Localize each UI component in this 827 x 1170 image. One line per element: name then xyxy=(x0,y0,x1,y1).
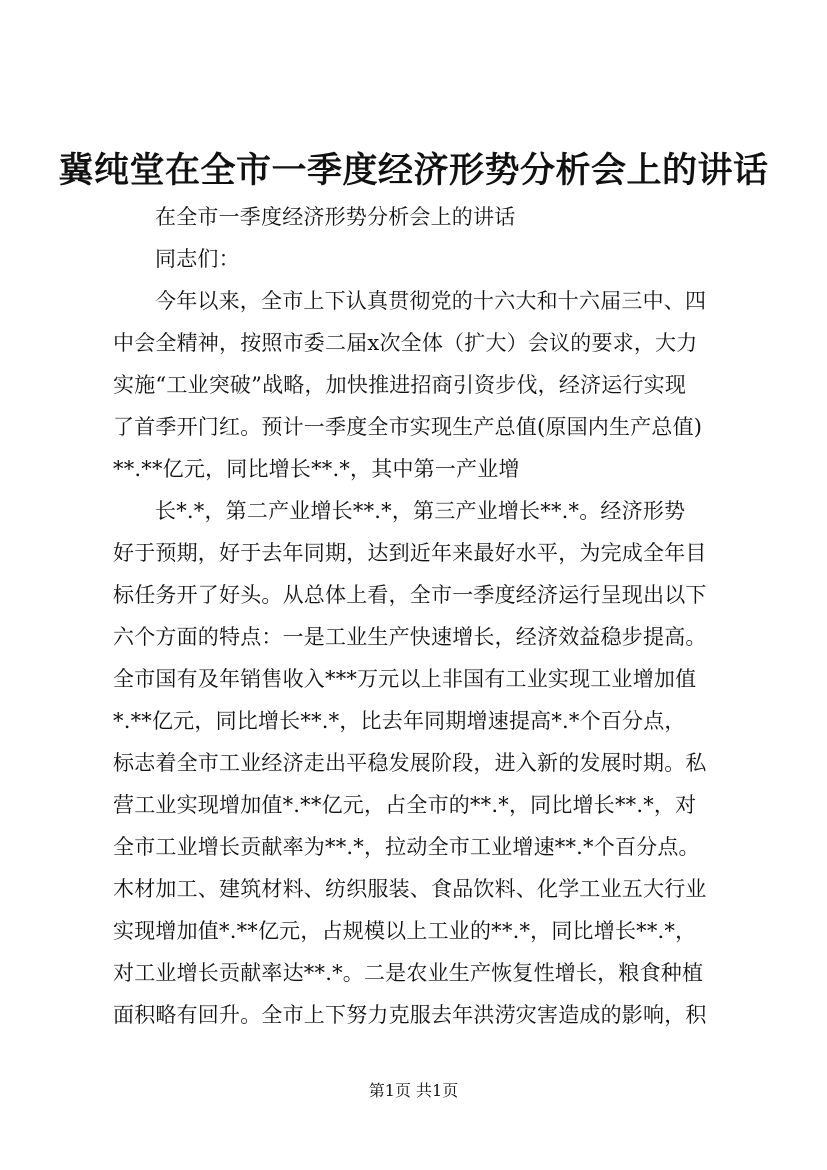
body-line: 好于预期，好于去年同期，达到近年来最好水平，为完成全年目 xyxy=(113,541,707,565)
body-line: 营工业实现增加值*.**亿元，占全市的**.*，同比增长**.*，对 xyxy=(113,793,697,817)
body-line: 面积略有回升。全市上下努力克服去年洪涝灾害造成的影响，积 xyxy=(113,1003,707,1027)
salutation: 同志们： xyxy=(155,247,240,271)
body-line: 对工业增长贡献率达**.*。二是农业生产恢复性增长，粮食种植 xyxy=(113,961,704,985)
document-subtitle: 在全市一季度经济形势分析会上的讲话 xyxy=(155,205,516,229)
body-line: 实现增加值*.**亿元，占规模以上工业的**.*，同比增长**.*， xyxy=(113,919,697,943)
body-line: 长*.*，第二产业增长**.*，第三产业增长**.*。经济形势 xyxy=(155,499,686,523)
body-line: 标任务开了好头。从总体上看，全市一季度经济运行呈现出以下 xyxy=(113,583,707,607)
body-line: 标志着全市工业经济走出平稳发展阶段，进入新的发展时期。私 xyxy=(113,751,707,775)
body-line: 今年以来，全市上下认真贯彻党的十六大和十六届三中、四 xyxy=(155,289,707,313)
body-line: **.**亿元，同比增长**.*，其中第一产业增 xyxy=(113,457,520,481)
body-line: 实施“工业突破”战略，加快推进招商引资步伐，经济运行实现 xyxy=(113,373,687,397)
body-line: *.**亿元，同比增长**.*，比去年同期增速提高*.*个百分点， xyxy=(113,709,686,733)
body-line: 全市工业增长贡献率为**.*，拉动全市工业增速**.*个百分点。 xyxy=(113,835,700,859)
body-line: 六个方面的特点：一是工业生产快速增长，经济效益稳步提高。 xyxy=(113,625,707,649)
body-line: 中会全精神，按照市委二届x次全体（扩大）会议的要求，大力 xyxy=(113,331,698,355)
page-number: 第1页 共1页 xyxy=(368,1081,459,1100)
body-line: 了首季开门红。预计一季度全市实现生产总值(原国内生产总值) xyxy=(113,415,703,439)
body-line: 木材加工、建筑材料、纺织服装、食品饮料、化学工业五大行业 xyxy=(113,877,707,901)
document-title: 冀纯堂在全市一季度经济形势分析会上的讲话 xyxy=(58,150,769,191)
body-line: 全市国有及年销售收入***万元以上非国有工业实现工业增加值 xyxy=(113,667,697,691)
